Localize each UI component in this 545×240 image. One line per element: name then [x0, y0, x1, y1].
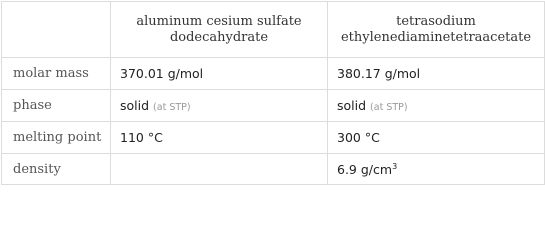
phase-value: solid: [337, 98, 367, 113]
corner-cell: [2, 2, 111, 58]
cell-value: [328, 154, 545, 185]
density-value: 6.9 g/cm: [337, 161, 393, 177]
cell-value: [328, 90, 545, 122]
phase-note: (at STP): [370, 102, 408, 113]
cell-value: 370.01 g/mol: [111, 58, 328, 90]
table-row-phase: [2, 90, 545, 122]
phase-note: (at STP): [153, 102, 191, 113]
column-header-tetrasodium-edta: tetrasodium ethylenediaminetetraacetate: [328, 2, 545, 58]
cell-value: [111, 90, 328, 122]
row-label: molar mass: [2, 58, 111, 90]
cell-value: 110 °C: [111, 122, 328, 154]
table-row-density: [2, 154, 545, 185]
row-label: density: [2, 154, 111, 185]
table-row-molar-mass: [2, 58, 545, 90]
cell-value: 380.17 g/mol: [328, 58, 545, 90]
header-row: [2, 2, 545, 58]
row-label: phase: [2, 90, 111, 122]
phase-value: solid: [120, 98, 150, 113]
column-header-aluminum-cesium-sulfate: aluminum cesium sulfate dodecahydrate: [111, 2, 328, 58]
table-row-melting-point: [2, 122, 545, 154]
density-exponent: 3: [392, 161, 398, 171]
cell-value: [111, 154, 328, 185]
comparison-table: [1, 1, 545, 185]
row-label: melting point: [2, 122, 111, 154]
cell-value: 300 °C: [328, 122, 545, 154]
